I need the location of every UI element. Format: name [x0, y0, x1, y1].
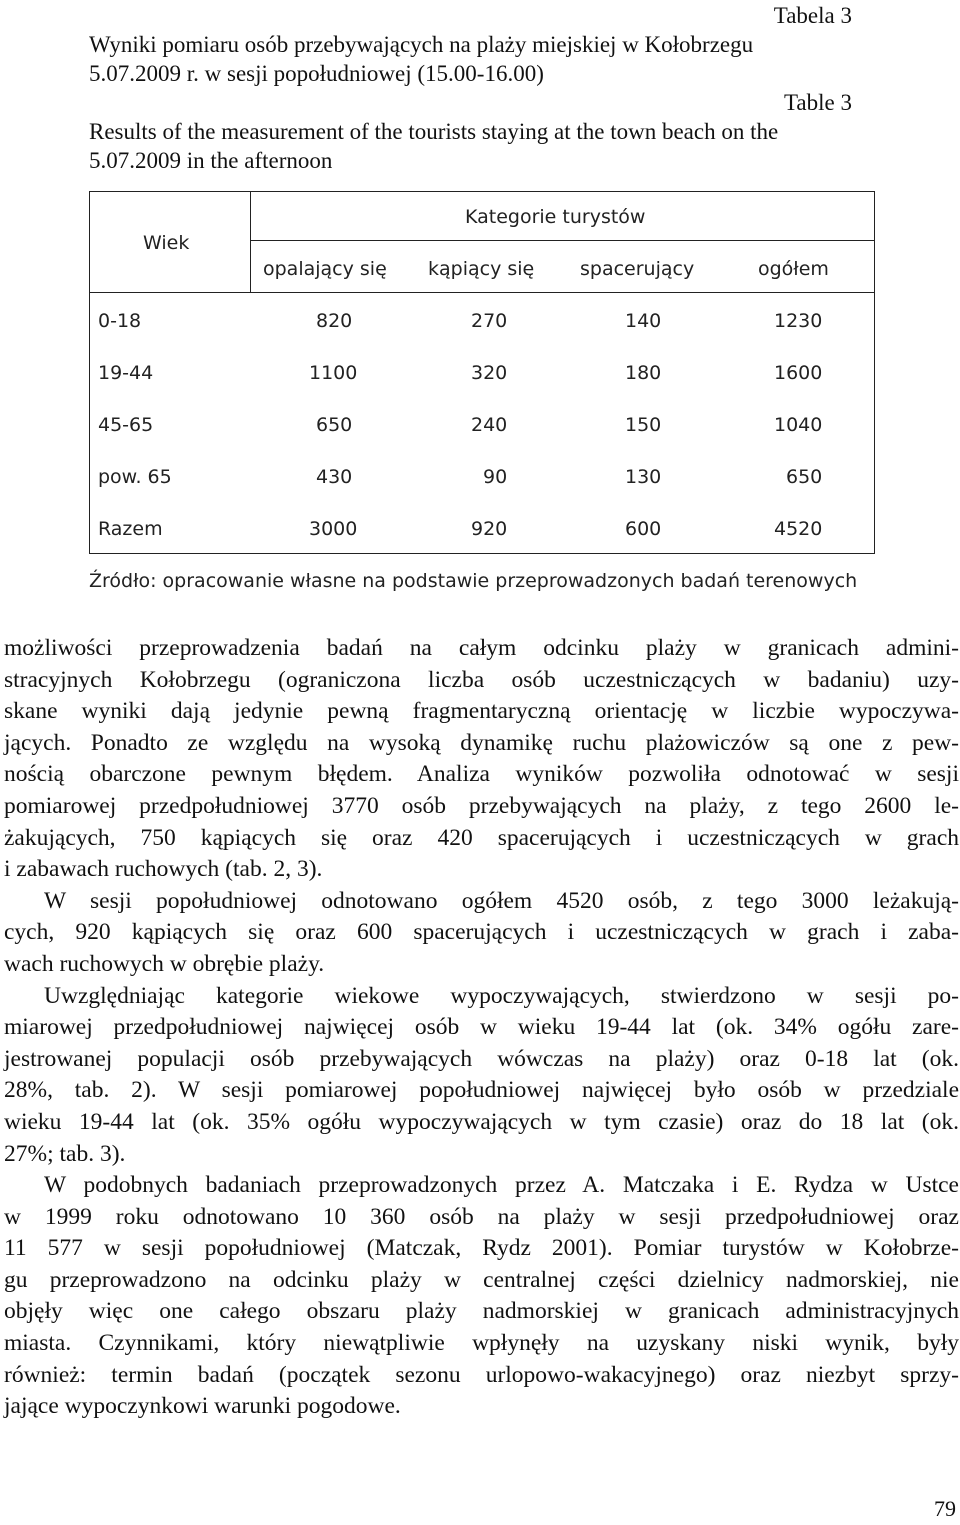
table-label-pl: Tabela 3 [773, 3, 852, 28]
table-cell: 1040 [774, 414, 823, 436]
table-cell: 650 [786, 466, 823, 488]
table-title-en-line2: 5.07.2009 in the afternoon [89, 148, 333, 173]
table-cell: 1230 [774, 310, 823, 332]
paragraph [4, 633, 959, 886]
text-line: żakujących, 750 kąpiących się oraz 420 spacerujących i uczestniczących w grach [4, 824, 959, 851]
table-cell: 130 [625, 466, 662, 488]
table-cell: 650 [316, 414, 353, 436]
text-line: jestrowanej populacji osób przebywających wówczas na plaży) oraz 0-18 lat (ok. [4, 1045, 959, 1072]
age-column-divider [250, 192, 251, 292]
header-categories: Kategorie turystów [465, 206, 646, 228]
table-cell: 320 [471, 362, 508, 384]
text-line: 27%; tab. 3). [4, 1140, 126, 1167]
table-row-age: 45-65 [98, 414, 154, 436]
table-title-en-line1: Results of the measurement of the tourists staying at the town beach on the [89, 119, 779, 144]
text-line: możliwości przeprowadzenia badań na całym odcinku plaży w granicach admini- [4, 635, 959, 661]
body-text [4, 633, 959, 1423]
text-line: 11 577 w sesji popołudniowej (Matczak, Rydz 2001). Pomiar turystów w Kołobrze- [4, 1235, 959, 1262]
header-bathing: kąpiący się [428, 258, 535, 280]
table-row-total-label: Razem [98, 518, 163, 540]
table-cell: 4520 [774, 518, 823, 540]
paragraph [4, 886, 959, 981]
table-cell: 920 [471, 518, 508, 540]
table-cell: 150 [625, 414, 662, 436]
table-cell: 1600 [774, 362, 823, 384]
text-line: W sesji popołudniowej odnotowano ogółem 4520 osób, z tego 3000 leżakują- [44, 887, 959, 914]
text-line: gu przeprowadzono na odcinku plaży w centralnej części dzielnicy nadmorskiej, nie [4, 1266, 959, 1293]
text-line: objęły więc one całego obszaru plaży nadmorskiej w granicach administracyjnych [4, 1298, 959, 1325]
text-line: nością obarczone pewnym błędem. Analiza wyników pozwoliła odnotować w sesji [4, 761, 959, 788]
text-line: jające wypoczynkowi warunki pogodowe. [4, 1393, 401, 1420]
text-line: skane wyniki dają jedynie pewną fragmentaryczną orientację w liczbie wypoczywa- [4, 698, 959, 725]
table-cell: 180 [625, 362, 662, 384]
table-cell: 240 [471, 414, 508, 436]
header-total: ogółem [758, 258, 829, 280]
table-cell: 3000 [309, 518, 358, 540]
text-line: w 1999 roku odnotowano 10 360 osób na plaży w sesji przedpołudniowej oraz [4, 1203, 959, 1230]
text-line: wach ruchowych w obrębie plaży. [4, 950, 325, 977]
table-cell: 90 [483, 466, 508, 488]
text-line: 28%, tab. 2). W sesji pomiarowej popołudniowej najwięcej było osób w przedziale [4, 1077, 959, 1104]
table-title-pl-line2: 5.07.2009 r. w sesji popołudniowej (15.00-16.00) [89, 61, 544, 86]
table-cell: 820 [316, 310, 353, 332]
text-line: miasta. Czynnikami, który niewątpliwie wpłynęły na uzyskany niski wynik, były [4, 1330, 959, 1357]
table-label-en: Table 3 [783, 90, 852, 115]
table-row-age: 0-18 [98, 310, 142, 332]
text-line: również: termin badań (początek sezonu urlopowo-wakacyjnego) oraz niezbyt sprzy- [4, 1361, 959, 1388]
header-walking: spacerujący [580, 258, 695, 280]
paragraph [4, 1170, 959, 1423]
table-cell: 140 [625, 310, 662, 332]
results-table [89, 191, 875, 554]
header-age: Wiek [143, 232, 190, 254]
text-line: miarowej przedpołudniowej najwięcej osób w wieku 19-44 lat (ok. 34% ogółu zare- [4, 1014, 959, 1041]
table-cell: 600 [625, 518, 662, 540]
header-divider [90, 292, 874, 293]
table-cell: 1100 [309, 362, 358, 384]
text-line: jących. Ponadto ze względu na wysoką dynamikę ruchu plażowiczów są one z pew- [4, 729, 959, 756]
paragraph [4, 981, 959, 1171]
table-cell: 430 [316, 466, 353, 488]
table-row-age: pow. 65 [98, 466, 172, 488]
page-number: 79 [934, 1496, 956, 1521]
text-line: cych, 920 kąpiących się oraz 600 spacerujących i uczestniczących w grach i zaba- [4, 919, 959, 946]
group-header-divider [250, 240, 874, 241]
text-line: W podobnych badaniach przeprowadzonych przez A. Matczaka i E. Rydza w Ustce [44, 1172, 959, 1199]
text-line: stracyjnych Kołobrzegu (ograniczona liczba osób uczestniczących w badaniu) uzy- [4, 666, 959, 693]
header-sunbathing: opalający się [263, 258, 387, 280]
table-row-age: 19-44 [98, 362, 154, 384]
table-cell: 270 [471, 310, 508, 332]
text-line: Uwzględniając kategorie wiekowe wypoczywających, stwierdzono w sesji po- [44, 982, 959, 1009]
table-title-pl-line1: Wyniki pomiaru osób przebywających na plaży miejskiej w Kołobrzegu [89, 32, 754, 57]
source-note: Źródło: opracowanie własne na podstawie przeprowadzonych badań terenowych [89, 570, 858, 592]
text-line: wieku 19-44 lat (ok. 35% ogółu wypoczywających w tym czasie) oraz do 18 lat (ok. [4, 1108, 959, 1135]
text-line: pomiarowej przedpołudniowej 3770 osób przebywających na plaży, z tego 2600 le- [4, 792, 959, 819]
text-line: i zabawach ruchowych (tab. 2, 3). [4, 856, 323, 883]
